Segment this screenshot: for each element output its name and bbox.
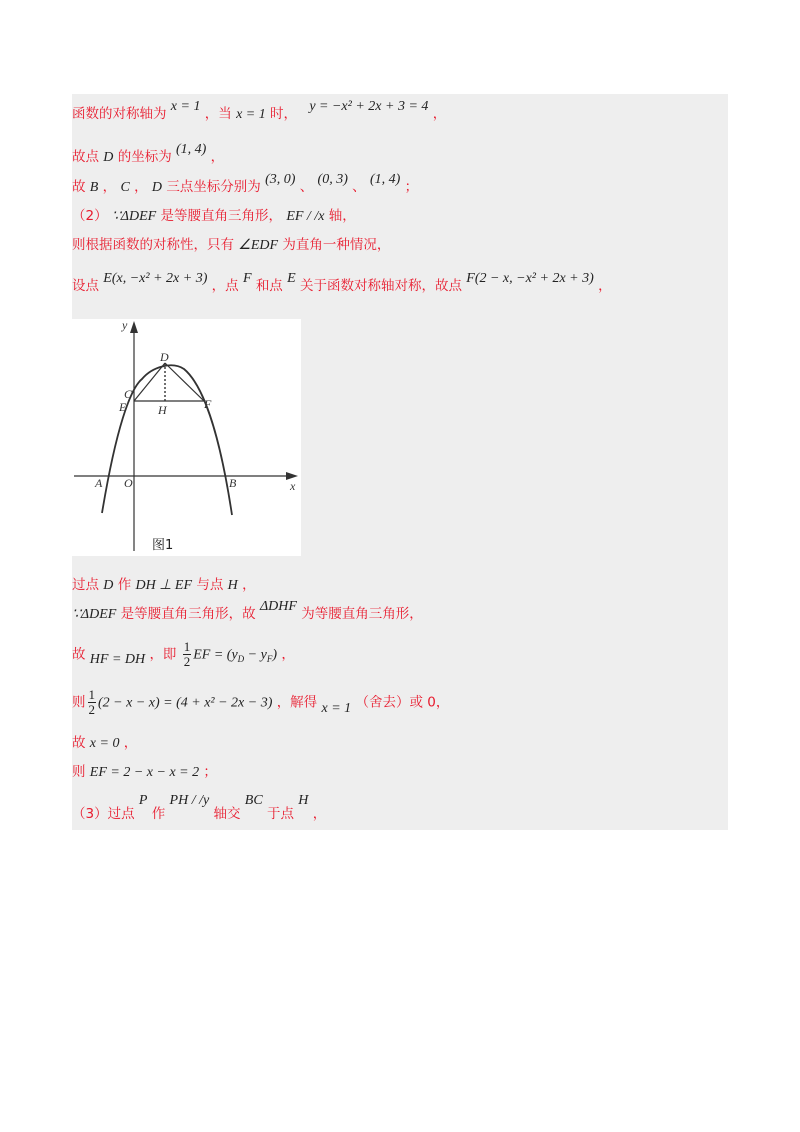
text: 轴交 [213, 806, 241, 822]
text: 则 [72, 694, 86, 711]
math: E(x, −x² + 2x + 3) [103, 271, 208, 286]
math: y = −x² + 2x + 3 = 4 [309, 99, 429, 114]
text: 则 [72, 764, 86, 780]
math: ∵ΔDEF [111, 209, 157, 224]
text: 设点 [72, 278, 99, 294]
text: 函数的对称轴为 [72, 106, 167, 122]
text: 的坐标为 [117, 149, 172, 165]
math: (3, 0) [265, 172, 296, 187]
math: EF = (y [193, 647, 238, 663]
math: (0, 3) [317, 172, 348, 187]
text: ， [134, 179, 148, 195]
label-y: y [122, 319, 128, 332]
text: （2） [72, 208, 108, 224]
math: ) [272, 647, 278, 663]
parabola-graph [72, 319, 301, 556]
label-h: H [158, 403, 167, 417]
math: F [242, 271, 252, 286]
line-symmetry [72, 235, 390, 256]
math: B [89, 180, 99, 195]
text: 轴， [328, 208, 356, 224]
text: ， [281, 646, 295, 663]
text: 于点 [266, 806, 294, 822]
text: ， [598, 278, 612, 294]
math: BC [244, 793, 263, 808]
text: 过点 [72, 577, 99, 593]
denominator: 2 [88, 702, 95, 717]
text: （3）过点 [72, 806, 135, 822]
fraction-half [88, 688, 97, 717]
math: (1, 4) [369, 172, 401, 187]
text: 与点 [196, 577, 224, 593]
math: C [120, 180, 130, 195]
label-d: D [160, 350, 169, 364]
line-set-point-e [72, 271, 612, 297]
figure-caption: 图1 [152, 538, 174, 553]
text: 为直角一种情况， [282, 237, 391, 253]
label-x: x [290, 479, 296, 493]
text: 故 [72, 735, 86, 751]
text: 则根据函数的对称性，只有 [72, 237, 234, 253]
math: (2 − x − x) = (4 + x² − 2x − 3) [98, 695, 273, 711]
line-axis-of-symmetry [72, 99, 447, 125]
parabola-curve [102, 365, 232, 515]
math: ΔDHF [259, 599, 297, 614]
parabola-figure [72, 319, 301, 556]
text: 三点坐标分别为 [166, 179, 261, 195]
math: H [227, 578, 238, 593]
math: D [103, 150, 114, 165]
line-ef-equals-2 [72, 762, 217, 783]
line-three-points [72, 172, 419, 198]
math: EF / /x [286, 209, 325, 224]
text: ， [242, 577, 256, 593]
math: E [287, 271, 296, 286]
label-o: O [124, 476, 133, 490]
text: 是等腰直角三角形，故 [120, 606, 256, 622]
label-b: B [229, 476, 237, 490]
math: x = 1 [236, 107, 266, 122]
text: 作 [117, 577, 132, 593]
text: ； [404, 179, 419, 195]
text: 、 [352, 179, 366, 195]
numerator: 1 [88, 687, 95, 702]
line-part3-intro [72, 793, 327, 825]
text: 故点 [72, 149, 99, 165]
math: D [151, 180, 163, 195]
line-point-d [72, 142, 225, 168]
text: ，即 [149, 646, 177, 663]
text: 和点 [255, 278, 283, 294]
text: 是等腰直角三角形， [160, 208, 283, 224]
text: ，解得 [276, 694, 318, 711]
label-f: F [204, 397, 212, 411]
math: x = 0 [89, 736, 120, 751]
text: ， [210, 149, 225, 165]
text: 故 [72, 646, 86, 663]
math: − y [244, 647, 267, 663]
math: H [298, 793, 309, 808]
denominator: 2 [183, 654, 191, 669]
line-isosceles-dhf [72, 599, 423, 625]
y-axis-arrow [130, 321, 138, 333]
math: x = 1 [170, 99, 201, 114]
text: 作 [151, 806, 166, 822]
label-e: E [119, 400, 127, 414]
math: ∵ΔDEF [72, 607, 117, 622]
math-subscript: D [237, 654, 245, 665]
math: P [138, 793, 148, 808]
label-c: C [124, 387, 133, 401]
math-subscript: F [266, 654, 273, 665]
line-x-equals-0 [72, 733, 137, 754]
text: 故 [72, 179, 86, 195]
numerator: 1 [183, 639, 191, 654]
text: 时， [270, 106, 298, 122]
math: D [103, 578, 114, 593]
text: ， [432, 106, 447, 122]
line-draw-dh [72, 575, 256, 596]
math: F(2 − x, −x² + 2x + 3) [466, 271, 594, 286]
line-hf-equals-dh [72, 640, 295, 669]
math: (1, 4) [176, 142, 207, 157]
label-a: A [95, 476, 103, 490]
math: ∠EDF [238, 238, 279, 253]
fraction-half [183, 640, 192, 669]
text: ，点 [211, 278, 239, 294]
math: x = 1 [321, 700, 352, 716]
text: ，当 [204, 106, 232, 122]
math: DH ⊥ EF [135, 578, 193, 593]
text: 、 [299, 179, 314, 195]
math: EF = 2 − x − x = 2 [89, 765, 200, 780]
line-solve-x [72, 688, 449, 717]
math: PH / /y [169, 793, 210, 808]
text: 为等腰直角三角形， [301, 606, 423, 622]
text: ， [102, 179, 117, 195]
text: ， [123, 735, 138, 751]
line-part2-intro [72, 206, 356, 227]
text: 关于函数对称轴对称，故点 [299, 278, 462, 294]
text: ， [312, 806, 327, 822]
text: ； [203, 764, 217, 780]
text: （舍去）或 0， [355, 694, 450, 711]
math: HF = DH [89, 651, 146, 667]
